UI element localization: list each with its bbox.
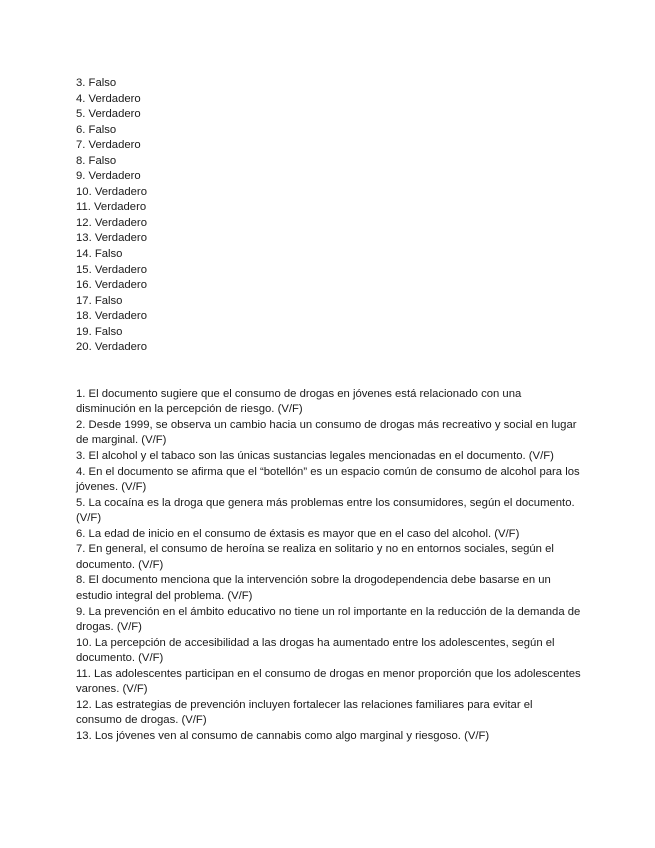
question-item: 8. El documento menciona que la intervención sobre la drogodependencia debe basarse en un estudio integral del problema. (V/F) bbox=[76, 574, 551, 602]
answer-item: 19. Falso bbox=[76, 325, 123, 338]
question-item: 13. Los jóvenes ven al consumo de cannabis como algo marginal y riesgoso. (V/F) bbox=[76, 729, 490, 742]
answer-item: 9. Verdadero bbox=[76, 170, 141, 183]
question-item: 5. La cocaína es la droga que genera más problemas entre los consumidores, según el documento. (V/F) bbox=[76, 496, 575, 525]
answer-item: 13. Verdadero bbox=[76, 232, 147, 245]
answer-item: 4. Verdadero bbox=[76, 92, 141, 105]
question-item: 9. La prevención en el ámbito educativo no tiene un rol importante en la reducción de la demanda de drogas. (V/F) bbox=[76, 605, 581, 634]
section-spacer bbox=[76, 356, 581, 387]
question-item: 12. Las estrategias de prevención incluyen fortalecer las relaciones familiares para evitar el consumo de drogas. (V/F) bbox=[76, 698, 533, 727]
answer-item: 15. Verdadero bbox=[76, 263, 147, 276]
answer-key-list bbox=[76, 76, 581, 356]
question-item: 1. El documento sugiere que el consumo de drogas en jóvenes está relacionado con una disminución en la percepción de riesgo. (V/F) bbox=[76, 387, 522, 416]
answer-item: 3. Falso bbox=[76, 77, 117, 89]
answer-item: 10. Verdadero bbox=[76, 185, 147, 198]
answer-item: 20. Verdadero bbox=[76, 341, 147, 354]
answer-item: 18. Verdadero bbox=[76, 310, 147, 323]
answer-item: 16. Verdadero bbox=[76, 279, 147, 292]
question-item: 10. La percepción de accesibilidad a las drogas ha aumentado entre los adolescentes, según el documento. (V/F) bbox=[76, 636, 555, 665]
answer-item: 12. Verdadero bbox=[76, 216, 147, 229]
question-list bbox=[76, 387, 581, 745]
question-item: 7. En general, el consumo de heroína se realiza en solitario y no en entornos sociales, según el documento. (V/F) bbox=[76, 543, 554, 571]
answer-item: 14. Falso bbox=[76, 248, 123, 261]
document-content bbox=[76, 76, 581, 744]
question-item: 4. En el documento se afirma que el “botellón” es un espacio común de consumo de alcohol para los jóvenes. (V/F) bbox=[76, 465, 580, 494]
question-item: 3. El alcohol y el tabaco son las únicas sustancias legales mencionadas en el documento. (V/F) bbox=[76, 450, 554, 463]
answer-item: 7. Verdadero bbox=[76, 139, 141, 152]
answer-item: 6. Falso bbox=[76, 123, 117, 136]
question-item: 6. La edad de inicio en el consumo de éxtasis es mayor que en el caso del alcohol. (V/F) bbox=[76, 527, 520, 540]
answer-item: 5. Verdadero bbox=[76, 108, 141, 121]
answer-item: 17. Falso bbox=[76, 294, 123, 307]
answer-item: 8. Falso bbox=[76, 154, 117, 167]
question-item: 2. Desde 1999, se observa un cambio hacia un consumo de drogas más recreativo y social en lugar de marginal. (V/F) bbox=[76, 418, 577, 447]
answer-item: 11. Verdadero bbox=[76, 201, 147, 214]
question-item: 11. Las adolescentes participan en el consumo de drogas en menor proporción que los adolescentes varones. (V/F) bbox=[76, 667, 581, 696]
